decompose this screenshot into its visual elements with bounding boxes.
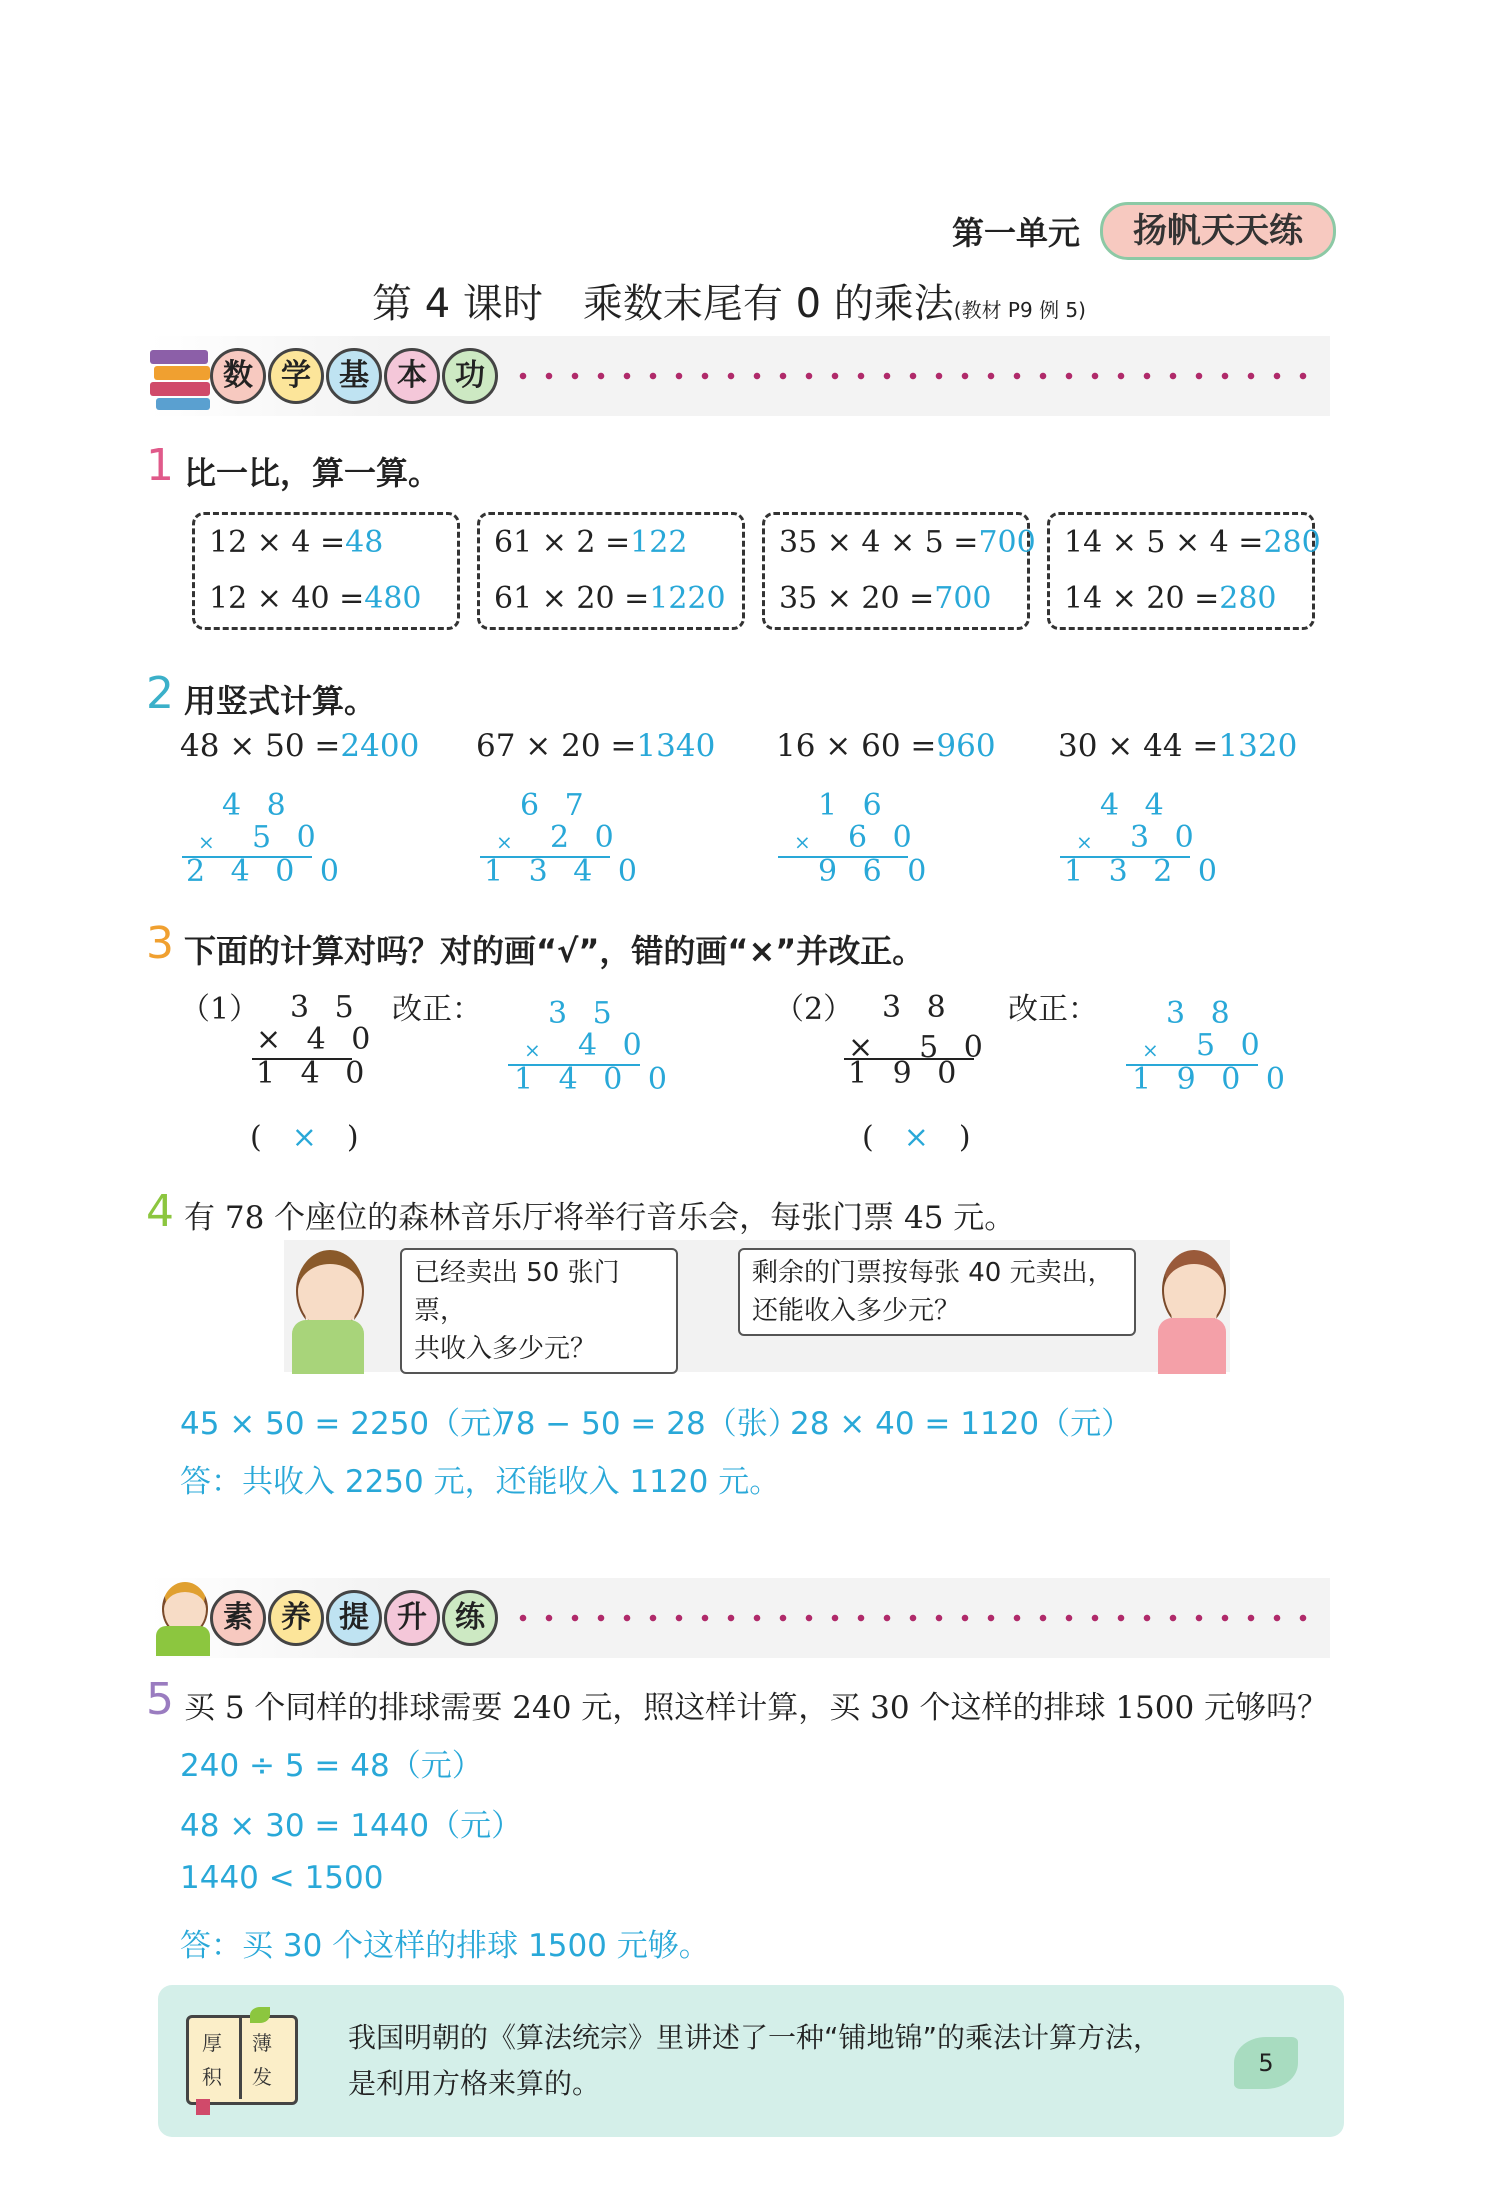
dotted-divider (510, 372, 1310, 380)
expr: 61 × 2 = (494, 525, 631, 560)
vertical-bottom: 3 0 (1130, 820, 1202, 855)
book-char: 厚 (202, 2031, 222, 2055)
fix-label: 改正： (1008, 992, 1098, 1027)
lesson-ref: (教材 P9 例 5) (953, 298, 1086, 322)
question-text: 用竖式计算。 (184, 682, 377, 720)
multiply-sign: × (1076, 830, 1093, 854)
vertical-result: 9 6 0 (818, 854, 935, 889)
work-line: 1440 < 1500 (180, 1860, 384, 1896)
question-text: 比一比，算一算。 (184, 454, 441, 492)
tip-text (348, 2015, 1161, 2107)
bubble-line: 还能收入多少元？ (752, 1296, 961, 1326)
answer: 700 (934, 581, 992, 616)
wrong-result: 1 9 0 (848, 1056, 965, 1091)
answer: 280 (1263, 525, 1321, 560)
vertical-top: 6 7 (520, 788, 592, 823)
expr: 67 × 20 = (476, 728, 637, 764)
answer: 1320 (1218, 728, 1298, 764)
wrong-top: 3 5 (290, 990, 362, 1025)
fix-top: 3 8 (1166, 996, 1238, 1031)
tip-line: 是利用方格来算的。 (348, 2067, 601, 2100)
answer: 1340 (636, 728, 716, 764)
girl-illustration (1156, 1250, 1228, 1374)
section-title-advanced (210, 1590, 498, 1646)
book-icon (186, 2007, 296, 2111)
answer: 1220 (649, 581, 726, 616)
book-char: 发 (252, 2065, 272, 2089)
multiply-sign: × (524, 1038, 541, 1062)
section-char: 升 (384, 1590, 440, 1646)
dotted-divider (510, 1614, 1310, 1622)
expr: 16 × 60 = (776, 728, 937, 764)
lesson-title-text: 第 4 课时 乘数末尾有 0 的乘法 (372, 281, 954, 327)
vertical-bottom: 5 0 (252, 820, 324, 855)
judge-mark: ( × ) (250, 1120, 359, 1155)
expr: 48 × 50 = (180, 728, 341, 764)
section-banner-basic (150, 336, 1330, 416)
expr-item (180, 728, 419, 764)
section-char: 数 (210, 348, 266, 404)
expr: 61 × 20 = (494, 581, 650, 616)
answer: 2400 (340, 728, 420, 764)
cross-mark: × (903, 1120, 929, 1155)
boy-illustration (288, 1250, 368, 1374)
expr: 35 × 4 × 5 = (779, 525, 979, 560)
expr: 35 × 20 = (779, 581, 935, 616)
multiply-sign: × (198, 830, 215, 854)
vertical-top: 4 8 (222, 788, 294, 823)
part-label: （1） (180, 992, 260, 1027)
expr-item (1058, 728, 1297, 764)
vertical-result: 1 3 2 0 (1064, 854, 1225, 889)
book-char: 薄 (252, 2031, 272, 2055)
books-icon (150, 342, 214, 412)
lesson-title (372, 272, 1086, 329)
work-line: 28 × 40 = 1120（元） (790, 1406, 1133, 1442)
work-line: 78 − 50 = 28（张） (496, 1406, 799, 1442)
bubble-line: 已经卖出 50 张门票， (414, 1258, 620, 1326)
wrong-top: 3 8 (882, 990, 954, 1025)
question-number: 5 (146, 1674, 174, 1725)
answer-line: 答：买 30 个这样的排球 1500 元够。 (180, 1928, 710, 1964)
fix-top: 3 5 (548, 996, 620, 1031)
question-number: 2 (146, 668, 174, 719)
judge-mark: ( × ) (862, 1120, 971, 1155)
question-number: 4 (146, 1186, 174, 1237)
tip-box (158, 1985, 1344, 2137)
work-line: 45 × 50 = 2250（元） (180, 1406, 523, 1442)
section-char: 养 (268, 1590, 324, 1646)
tip-line: 我国明朝的《算法统宗》里讲述了一种“铺地锦”的乘法计算方法， (348, 2021, 1162, 2054)
girl-reading-icon (152, 1582, 212, 1656)
wrong-bottom: × 5 0 (848, 1030, 991, 1065)
section-title-basic (210, 348, 498, 404)
speech-bubble-right (738, 1248, 1136, 1336)
question-text: 买 5 个同样的排球需要 240 元，照这样计算，买 30 个这样的排球 1500 元够吗？ (184, 1690, 1329, 1726)
fix-result: 1 9 0 0 (1132, 1062, 1293, 1097)
compare-box (192, 512, 460, 630)
fix-label: 改正： (392, 992, 482, 1027)
section-char: 素 (210, 1590, 266, 1646)
bubble-line: 剩余的门票按每张 40 元卖出， (752, 1258, 1114, 1288)
work-line: 240 ÷ 5 = 48（元） (180, 1748, 483, 1784)
section-char: 学 (268, 348, 324, 404)
fix-bottom: 5 0 (1196, 1028, 1268, 1063)
section-char: 练 (442, 1590, 498, 1646)
question-text: 下面的计算对吗？对的画“√”，错的画“×”并改正。 (184, 932, 925, 970)
multiply-sign: × (496, 830, 513, 854)
expr: 12 × 4 = (209, 525, 346, 560)
book-char: 积 (202, 2065, 222, 2089)
expr: 14 × 20 = (1064, 581, 1220, 616)
answer: 122 (630, 525, 688, 560)
unit-label: 第一单元 (952, 214, 1081, 252)
compare-box (1047, 512, 1321, 630)
expr: 30 × 44 = (1058, 728, 1219, 764)
speech-bubble-left (400, 1248, 678, 1374)
answer-line: 答：共收入 2250 元，还能收入 1120 元。 (180, 1464, 781, 1500)
answer: 960 (936, 728, 996, 764)
multiply-sign: × (1142, 1038, 1159, 1062)
vertical-top: 1 6 (818, 788, 890, 823)
answer: 48 (345, 525, 384, 560)
multiply-sign: × (794, 830, 811, 854)
expr: 12 × 40 = (209, 581, 365, 616)
fix-result: 1 4 0 0 (514, 1062, 675, 1097)
section-char: 基 (326, 348, 382, 404)
vertical-result: 2 4 0 0 (186, 854, 347, 889)
section-char: 本 (384, 348, 440, 404)
section-char: 功 (442, 348, 498, 404)
series-badge: 扬帆天天练 (1100, 202, 1336, 260)
vertical-top: 4 4 (1100, 788, 1172, 823)
answer: 280 (1219, 581, 1277, 616)
section-char: 提 (326, 1590, 382, 1646)
vertical-bottom: 2 0 (550, 820, 622, 855)
question-text: 有 78 个座位的森林音乐厅将举行音乐会，每张门票 45 元。 (184, 1200, 1016, 1236)
compare-box (477, 512, 745, 630)
section-banner-advanced (150, 1578, 1330, 1658)
bubble-line: 共收入多少元？ (414, 1334, 597, 1364)
compare-box (762, 512, 1036, 630)
expr: 14 × 5 × 4 = (1064, 525, 1264, 560)
wrong-result: 1 4 0 (256, 1056, 373, 1091)
wrong-bottom: × 4 0 (256, 1022, 379, 1057)
vertical-result: 1 3 4 0 (484, 854, 645, 889)
vertical-bottom: 6 0 (848, 820, 920, 855)
fix-bottom: 4 0 (578, 1028, 650, 1063)
question-number: 3 (146, 918, 174, 969)
answer: 480 (364, 581, 422, 616)
question-number: 1 (146, 440, 174, 491)
answer: 700 (978, 525, 1036, 560)
work-line: 48 × 30 = 1440（元） (180, 1808, 523, 1844)
expr-item (776, 728, 996, 764)
part-label: （2） (774, 992, 854, 1027)
cross-mark: × (291, 1120, 317, 1155)
page-number: 5 (1234, 2037, 1298, 2089)
expr-item (476, 728, 715, 764)
